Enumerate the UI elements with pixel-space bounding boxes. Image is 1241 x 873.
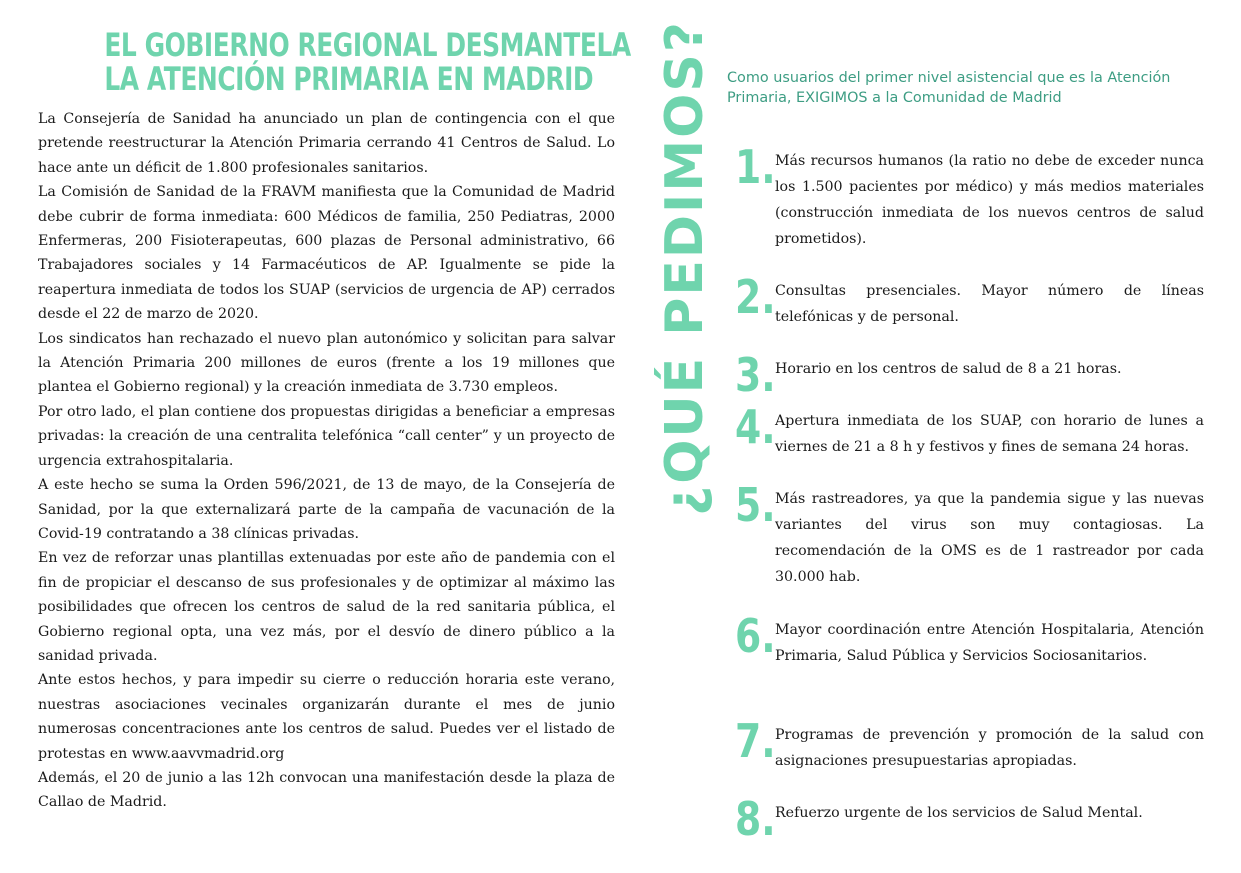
body-paragraph: Por otro lado, el plan contiene dos propuestas dirigidas a beneficiar a empresas privadas: la creación de una centralita telefónica “call center” y un proyecto de urgencia extrahospitalaria. bbox=[38, 403, 615, 469]
intro-line-1: Como usuarios del primer nivel asistencial que es la Atención bbox=[727, 70, 1171, 86]
page-title bbox=[104, 26, 631, 98]
side-heading bbox=[635, 20, 735, 516]
demand-number: 3. bbox=[735, 348, 776, 402]
demand-number: 2. bbox=[735, 270, 776, 324]
demand-number: 4. bbox=[735, 400, 776, 454]
demand-text: Programas de prevención y promoción de la salud con asignaciones presupuestarias apropiadas. bbox=[775, 727, 1204, 769]
body-paragraph: Además, el 20 de junio a las 12h convocan una manifestación desde la plaza de Callao de Madrid. bbox=[38, 769, 615, 811]
demand-text: Refuerzo urgente de los servicios de Salud Mental. bbox=[775, 805, 1143, 821]
demand-number: 8. bbox=[735, 792, 776, 846]
side-heading-text: ¿QUÉ PEDIMOS? bbox=[655, 20, 715, 516]
intro-line-2: Primaria, EXIGIMOS a la Comunidad de Madrid bbox=[727, 90, 1062, 106]
demand-text: Horario en los centros de salud de 8 a 21 horas. bbox=[775, 361, 1122, 377]
body-paragraph: La Consejería de Sanidad ha anunciado un plan de contingencia con el que pretende reestructurar la Atención Primaria cerrando 41 Centros de Salud. Lo hace ante un déficit de 1.800 profesionales sanitarios. bbox=[38, 111, 615, 176]
demand-number: 7. bbox=[735, 714, 776, 768]
demand-text: Apertura inmediata de los SUAP, con horario de lunes a viernes de 21 a 8 h y festivos y fines de semana 24 horas. bbox=[775, 413, 1204, 455]
body-paragraph: En vez de reforzar unas plantillas extenuadas por este año de pandemia con el fin de propiciar el descanso de sus profesionales y de optimizar al máximo las posibilidades que ofrecen los centros de salud de la red sanitaria pública, el Gobierno regional opta, una vez más, por el desvío de dinero público a la sanidad privada. bbox=[38, 550, 615, 664]
demand-number: 6. bbox=[735, 609, 776, 663]
demand-text: Consultas presenciales. Mayor número de líneas telefónicas y de personal. bbox=[775, 283, 1204, 325]
body-paragraph: Ante estos hechos, y para impedir su cierre o reducción horaria este verano, nuestras asociaciones vecinales organizarán durante el mes de junio numerosas concentraciones ante los centros de salud. Puedes ver el listado de protestas en www.aavvmadrid.org bbox=[38, 672, 615, 762]
body-paragraph: A este hecho se suma la Orden 596/2021, de 13 de mayo, de la Consejería de Sanidad, por la que externalizará parte de la campaña de vacunación de la Covid-19 contratando a 38 clínicas privadas. bbox=[38, 477, 615, 542]
demand-text: Más rastreadores, ya que la pandemia sigue y las nuevas variantes del virus son muy contagiosas. La recomendación de la OMS es de 1 rastreador por cada 30.000 hab. bbox=[775, 491, 1204, 585]
body-paragraph: Los sindicatos han rechazado el nuevo plan autonómico y solicitan para salvar la Atención Primaria 200 millones de euros (frente a los 19 millones que plantea el Gobierno regional) y la creación inmediata de 3.730 empleos. bbox=[38, 330, 615, 396]
intro-text bbox=[727, 68, 1227, 108]
demand-text: Mayor coordinación entre Atención Hospitalaria, Atención Primaria, Salud Pública y Servicios Sociosanitarios. bbox=[775, 622, 1204, 664]
demand-number: 5. bbox=[735, 478, 776, 532]
title-line-1: EL GOBIERNO REGIONAL DESMANTELA bbox=[104, 26, 631, 64]
demand-text: Más recursos humanos (la ratio no debe de exceder nunca los 1.500 pacientes por médico) y más medios materiales (construcción inmediata de los nuevos centros de salud prometidos). bbox=[775, 153, 1204, 247]
title-line-2: LA ATENCIÓN PRIMARIA EN MADRID bbox=[104, 60, 594, 98]
demand-number: 1. bbox=[735, 140, 776, 194]
article-body bbox=[38, 107, 615, 815]
body-paragraph: La Comisión de Sanidad de la FRAVM manifiesta que la Comunidad de Madrid debe cubrir de forma inmediata: 600 Médicos de familia, 250 Pediatras, 2000 Enfermeras, 200 Fisioterapeutas, 600 plazas de Personal administrativo, 66 Trabajadores sociales y 14 Farmacéuticos de AP. Igualmente se pide la reapertura inmediata de todos los SUAP (servicios de urgencia de AP) cerrados desde el 22 de marzo de 2020. bbox=[38, 184, 615, 323]
